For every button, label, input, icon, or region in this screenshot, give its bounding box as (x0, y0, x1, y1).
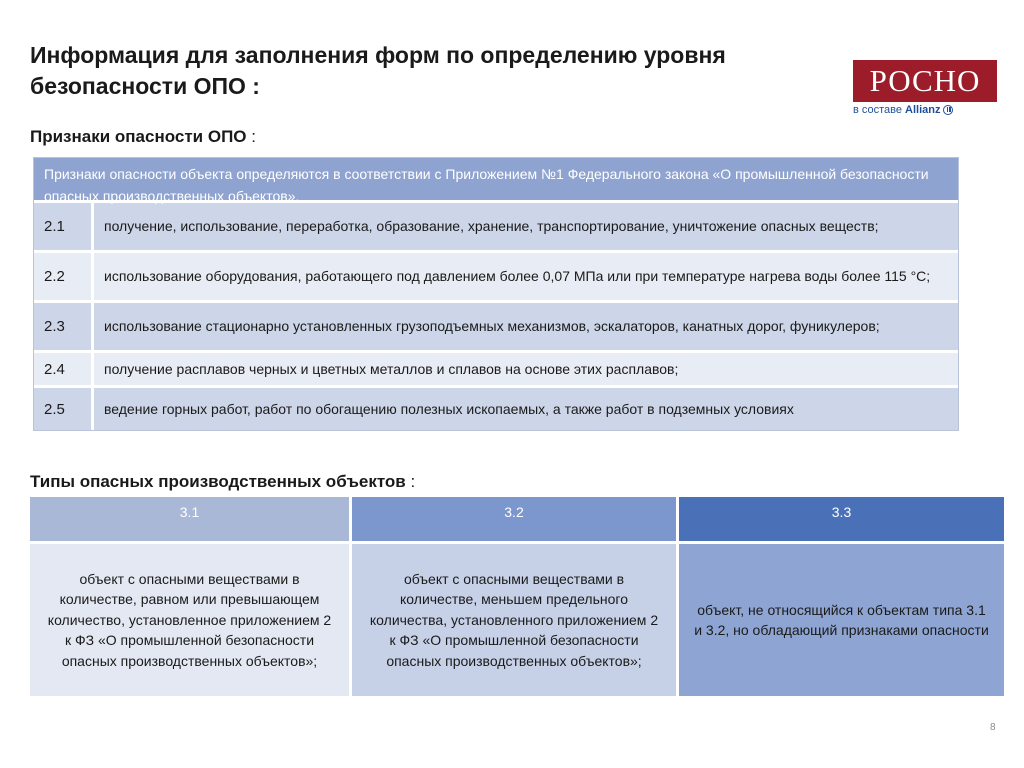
type-column-3-3 (679, 497, 1004, 696)
row-text: получение расплавов черных и цветных металлов и сплавов на основе этих расплавов; (104, 360, 679, 377)
row-text: использование стационарно установленных грузоподъемных механизмов, эскалаторов, канатных дорог, фуникулеров; (104, 318, 880, 334)
allianz-eagle-icon (943, 105, 953, 115)
hazard-signs-table (33, 157, 959, 431)
section-heading-hazard-signs (30, 127, 256, 147)
rosno-logo (853, 60, 997, 116)
table-row (34, 200, 958, 250)
row-number: 2.5 (34, 388, 94, 430)
table-row (34, 350, 958, 385)
page-number: 8 (990, 722, 996, 733)
type-column-3-2 (352, 497, 676, 696)
logo-sub-prefix: в составе (853, 104, 903, 116)
section2-suffix: : (405, 472, 416, 491)
section1-suffix: : (246, 127, 256, 146)
section2-label: Типы опасных производственных объектов (30, 472, 406, 491)
logo-subline (853, 104, 997, 116)
hazard-table-header: Признаки опасности объекта определяются в соответствии с Приложением №1 Федерального закона «О промышленной безопасности опасных производственных объектов». (34, 158, 958, 200)
type-description: объект с опасными веществами в количестве, равном или превышающем количество, установленное приложением 2 к ФЗ «О промышленной безопасности опасных производственных объектов»; (30, 544, 349, 696)
row-text: ведение горных работ, работ по обогащению полезных ископаемых, а также работ в подземных условиях (104, 400, 794, 417)
logo-sub-brand: Allianz (905, 104, 941, 116)
type-description: объект, не относящийся к объектам типа 3.1 и 3.2, но обладающий признаками опасности (679, 544, 1004, 696)
section-heading-object-types (30, 472, 415, 492)
table-row (34, 300, 958, 350)
type-column-3-1 (30, 497, 349, 696)
row-number: 2.1 (34, 203, 94, 250)
row-number: 2.3 (34, 303, 94, 350)
object-types-table (30, 497, 1004, 696)
row-number: 2.2 (34, 253, 94, 300)
type-header: 3.1 (30, 497, 349, 541)
row-text: использование оборудования, работающего под давлением более 0,07 МПа или при температуре нагрева воды более 115 °С; (104, 268, 931, 284)
type-description: объект с опасными веществами в количестве, меньшем предельного количества, установленного приложением 2 к ФЗ «О промышленной безопасности опасных производственных объектов»; (352, 544, 676, 696)
table-row (34, 385, 958, 430)
table-row (34, 250, 958, 300)
slide-title: Информация для заполнения форм по определению уровня безопасности ОПО : (30, 42, 726, 99)
type-header: 3.3 (679, 497, 1004, 541)
section1-label: Признаки опасности ОПО (30, 127, 247, 146)
row-number: 2.4 (34, 353, 94, 385)
row-text: получение, использование, переработка, образование, хранение, транспортирование, уничтожение опасных веществ; (104, 218, 879, 234)
logo-wordmark: РОСНО (853, 60, 997, 102)
type-header: 3.2 (352, 497, 676, 541)
